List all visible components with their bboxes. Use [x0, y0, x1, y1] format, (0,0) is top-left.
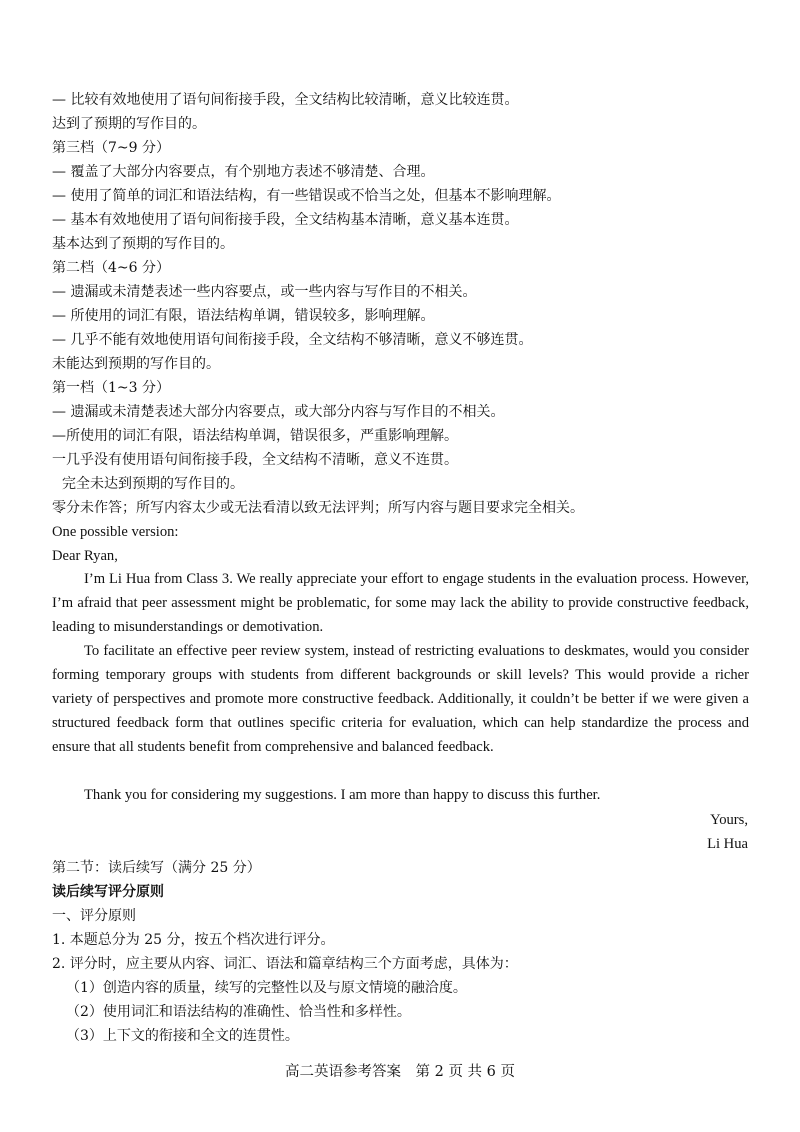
zero-score-rule: 零分未作答；所写内容太少或无法看清以致无法评判；所写内容与题目要求完全相关。 [52, 500, 584, 516]
letter-paragraph-2 [52, 639, 749, 759]
section2-title: 第二节：读后续写（满分 25 分） [52, 860, 261, 876]
rule-item: 1. 本题总分为 25 分，按五个档次进行评分。 [52, 932, 335, 948]
grade2-item: — 所使用的词汇有限，语法结构单调，错误较多，影响理解。 [52, 308, 435, 324]
grade4-item: — 比较有效地使用了语句间衔接手段，全文结构比较清晰，意义比较连贯。 [52, 92, 519, 108]
grade1-item: — 遗漏或未清楚表述大部分内容要点，或大部分内容与写作目的不相关。 [52, 404, 505, 420]
grade3-item: — 基本有效地使用了语句间衔接手段，全文结构基本清晰，意义基本连贯。 [52, 212, 519, 228]
page-footer: 高二英语参考答案 第 2 页 共 6 页 [285, 1064, 515, 1080]
grade1-title: 第一档（1~3 分） [52, 380, 170, 396]
grade1-item: 一几乎没有使用语句间衔接手段，全文结构不清晰，意义不连贯。 [52, 452, 458, 468]
sub-rule-item: （1）创造内容的质量，续写的完整性以及与原文情境的融洽度。 [66, 980, 467, 996]
grade2-summary: 未能达到预期的写作目的。 [52, 356, 220, 372]
rule-item: 2. 评分时，应主要从内容、词汇、语法和篇章结构三个方面考虑，具体为： [52, 956, 518, 972]
grade3-item: — 覆盖了大部分内容要点，有个别地方表述不够清楚、合理。 [52, 164, 435, 180]
grade2-item: — 几乎不能有效地使用语句间衔接手段，全文结构不够清晰，意义不够连贯。 [52, 332, 533, 348]
grade1-summary: 完全未达到预期的写作目的。 [62, 476, 244, 492]
grade2-title: 第二档（4~6 分） [52, 260, 170, 276]
letter-paragraph-1-text: I’m Li Hua from Class 3. We really appreciate your effort to engage students in the evaluation process. However, I’m afraid that peer assessment might be problematic, for some may lack the ability to provide constructive feedback, leading to misunderstandings or demotivation. [52, 571, 749, 635]
principle-title: 一、评分原则 [52, 908, 136, 924]
grade1-item: —所使用的词汇有限，语法结构单调，错误很多，严重影响理解。 [52, 428, 458, 444]
letter-closing: Yours, [710, 812, 748, 828]
letter-paragraph-2-text: To facilitate an effective peer review system, instead of restricting evaluations to deskmates, would you consider forming temporary groups with students from different backgrounds or skill levels? This would provide a richer variety of perspectives and promote more constructive feedback. Additionally, it couldn’t be better if we were given a structured feedback form that outlines specific criteria for evaluation, which can help standardize the process and ensure that all students benefit from comprehensive and balanced feedback. [52, 643, 749, 755]
grade2-item: — 遗漏或未清楚表述一些内容要点，或一些内容与写作目的不相关。 [52, 284, 477, 300]
section2-subtitle: 读后续写评分原则 [52, 884, 164, 900]
sample-heading: One possible version: [52, 524, 179, 540]
grade3-item: — 使用了简单的词汇和语法结构，有一些错误或不恰当之处，但基本不影响理解。 [52, 188, 561, 204]
grade3-title: 第三档（7~9 分） [52, 140, 170, 156]
sub-rule-item: （2）使用词汇和语法结构的准确性、恰当性和多样性。 [66, 1004, 411, 1020]
grade4-summary: 达到了预期的写作目的。 [52, 116, 206, 132]
letter-signature: Li Hua [707, 836, 748, 852]
letter-paragraph-1 [52, 567, 749, 639]
sub-rule-item: （3）上下文的衔接和全文的连贯性。 [66, 1028, 299, 1044]
grade3-summary: 基本达到了预期的写作目的。 [52, 236, 234, 252]
letter-paragraph-3 [52, 783, 749, 807]
letter-paragraph-3-text: Thank you for considering my suggestions. I am more than happy to discuss this further. [84, 787, 601, 803]
letter-salutation: Dear Ryan, [52, 548, 118, 564]
